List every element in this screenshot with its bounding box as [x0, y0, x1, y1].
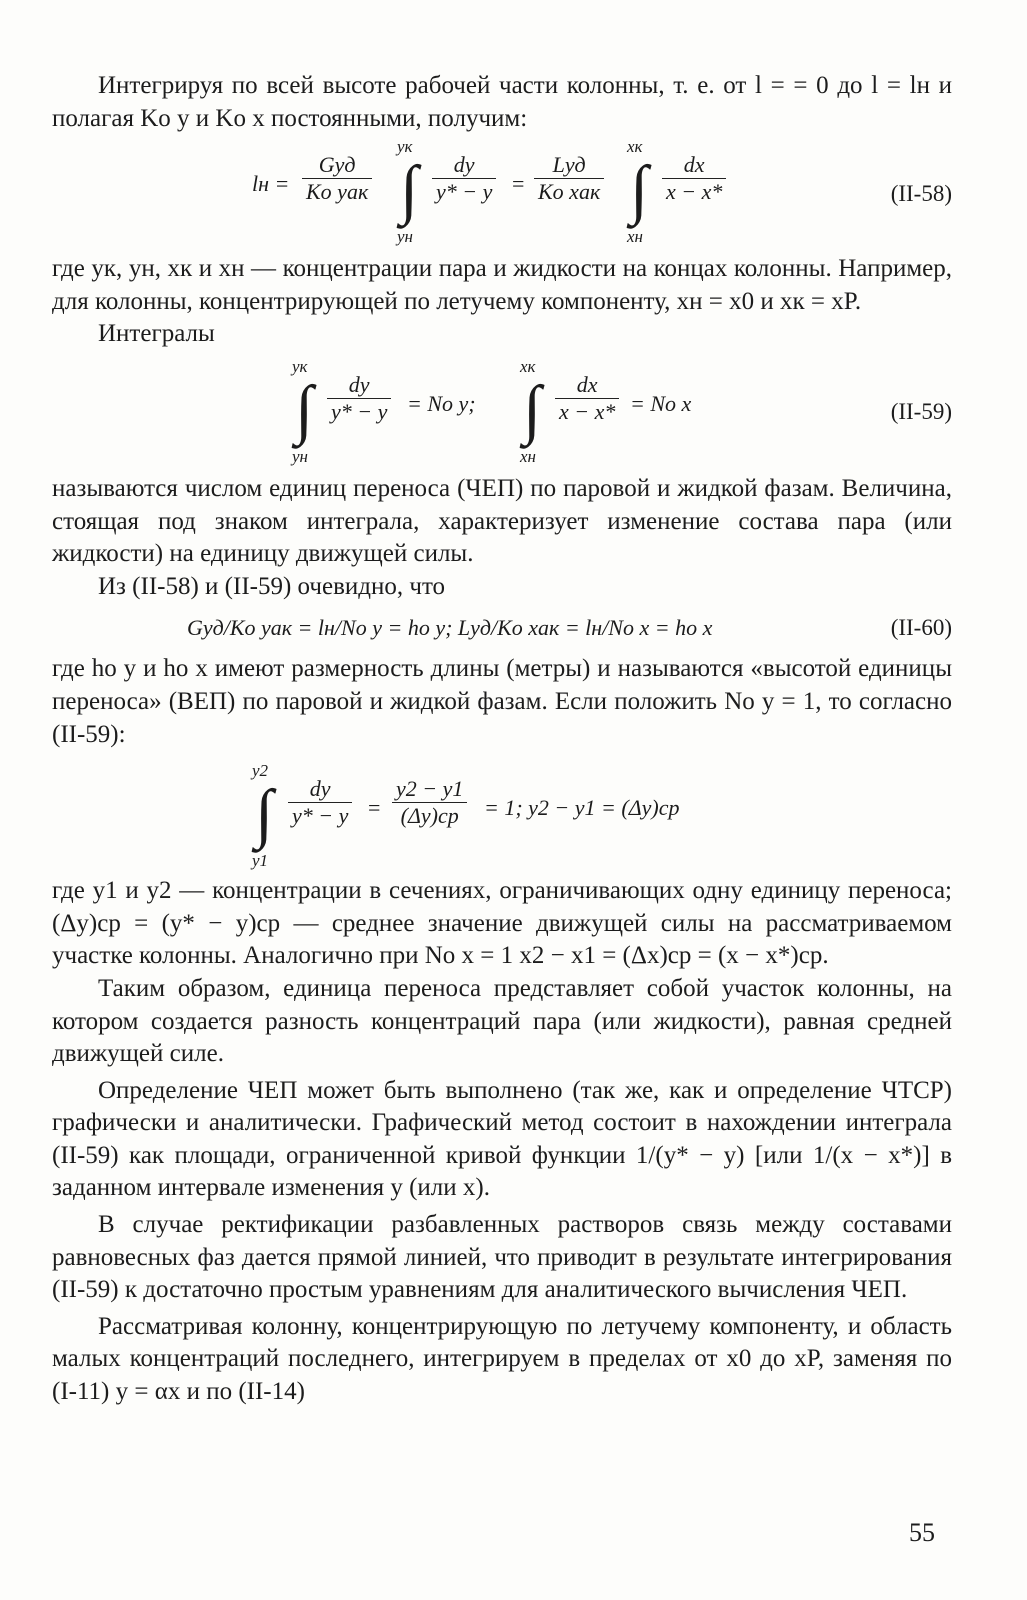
paragraph: где y1 и y2 — концентрации в сечениях, ограничивающих одну единицу переноса; (Δy)ср = (y* − y)ср — среднее значение движущей силы на рассматриваемом участке колонны. Аналогично при Nо x = 1 x2 − x1 = (Δx)ср = (x − x*)ср. [52, 877, 952, 970]
paragraph: называются числом единиц переноса (ЧЕП) по паровой и жидкой фазам. Величина, стоящая под знаком интеграла, характеризует изменение состава пара (или жидкости) на единицу движущей силы. [52, 474, 952, 568]
page-number: 55 [909, 1518, 935, 1547]
paragraph: Таким образом, единица переноса представляет собой участок колонны, на котором создается разность концентраций пара (или жидкости), равная средней движущей силе. [52, 974, 952, 1068]
fraction: $\frac{dx}{x - x*}$ [662, 153, 726, 204]
paragraph: Интегралы [98, 320, 215, 348]
equation-II-58: lн = $\frac{\text{Gуд}}{\text{Kо yaк}}$ yк ∫ yн $\frac{dy}{y* - y}$ = $\frac{\text{Lуд}}{\text{Kо xaк}}$ xк ∫ xн $\frac{dx}{x - x*}$ (II-58) [252, 137, 952, 247]
paragraph: В случае ректификации разбавленных растворов связь между составами равновесных фаз дается прямой линией, что приводит в результате интегрирования (II-59) к достаточно простым уравнениям для аналитического вычисления ЧЕП. [52, 1211, 952, 1304]
integral-sign: yк ∫ yн [397, 137, 419, 247]
paragraph: Из (II-58) и (II-59) очевидно, что [98, 572, 446, 600]
fraction: $\frac{\text{Gуд}}{\text{Kо yaк}}$ [302, 153, 372, 204]
fraction: $\frac{dy}{y* - y}$ [288, 777, 352, 828]
integral-sign: y2 ∫ y1 [252, 761, 274, 871]
paragraph: Рассматривая колонну, концентрирующую по летучему компоненту, и область малых концентраций последнего, интегрируем в пределах от x0 до xP, заменяя по (I-11) y = αx и по (II-14) [52, 1312, 952, 1406]
fraction: $\frac{y2 - y1}{(\Delta y)ср}$ [392, 777, 467, 828]
fraction: $\frac{\text{Lуд}}{\text{Kо xaк}}$ [534, 153, 604, 204]
equation-number: (II-59) [890, 398, 952, 424]
equation-II-59: yк ∫ yн $\frac{dy}{y* - y}$ = Nо y; xк ∫ xн $\frac{dx}{x - x*}$ = Nо x (II-59) [292, 356, 952, 466]
equation-unit-transfer: y2 ∫ y1 $\frac{dy}{y* - y}$ = $\frac{y2 - y1}{(\Delta y)ср}$ = 1; y2 − y1 = (Δy)ср [252, 761, 680, 871]
page-body [52, 70, 952, 1409]
integral-sign: xк ∫ xн [520, 356, 542, 466]
paragraph: Интегрируя по всей высоте рабочей части колонны, т. е. от l = = 0 до l = lн и полагая Kо y и Kо x постоянными, получим: [52, 72, 952, 132]
paragraph: где yк, yн, xк и xн — концентрации пара и жидкости на концах колонны. Например, для колонны, концентрирующей по летучему компоненту, xн = x0 и xк = xP. [52, 255, 952, 315]
paragraph: Определение ЧЕП может быть выполнено (так же, как и определение ЧТСР) графически и аналитически. Графический метод состоит в нахождении интеграла (II-59) как площади, ограниченной кривой функции 1/(y* − y) [или 1/(x − x*)] в заданном интервале изменения y (или x). [52, 1076, 953, 1202]
equation-number: (II-58) [890, 181, 952, 207]
equation-number: (II-60) [890, 615, 952, 641]
integral-sign: yк ∫ yн [292, 356, 314, 466]
fraction: $\frac{dx}{x - x*}$ [555, 373, 619, 424]
paragraph: где hо y и hо x имеют размерность длины (метры) и называются «высотой единицы переноса» (ВЕП) по паровой и жидкой фазам. Если положить Nо y = 1, то согласно (II-59): [52, 655, 952, 748]
fraction: $\frac{dy}{y* - y}$ [432, 153, 496, 204]
fraction: $\frac{dy}{y* - y}$ [327, 373, 391, 424]
integral-sign: xк ∫ xн [627, 137, 649, 247]
eq-lhs: lн = [252, 171, 290, 197]
equation-II-60: Gуд/Kо yaк = lн/Nо y = hо y; Lуд/Kо xaк = lн/Nо x = hо x (II-60) [187, 615, 952, 641]
